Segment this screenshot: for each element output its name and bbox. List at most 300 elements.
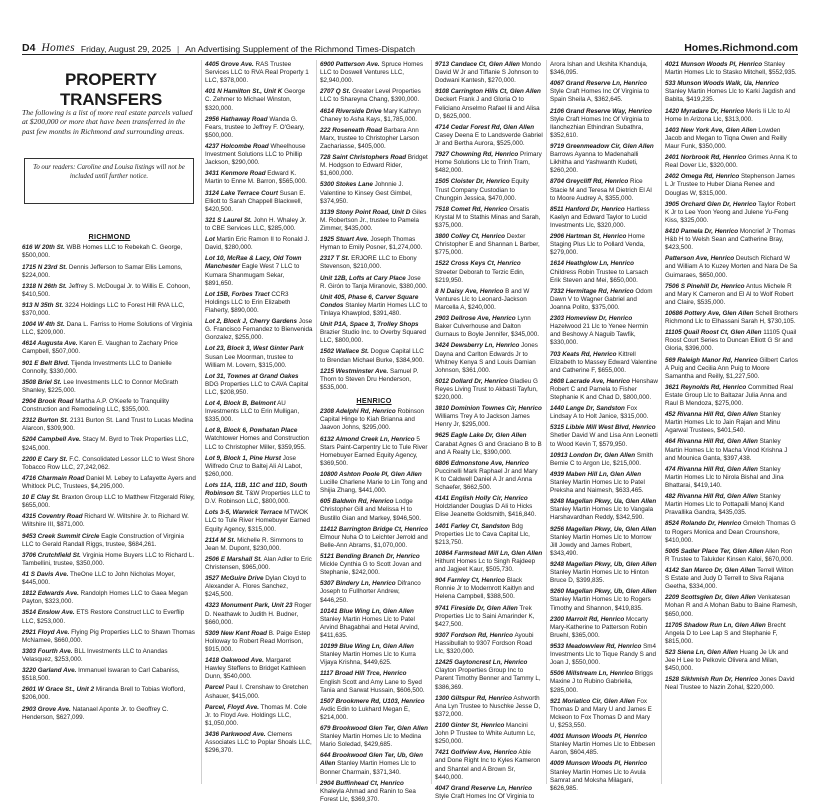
- record-details: Khaleyla Ahmad and Ranin to Sea Forest Llc, $369,370.: [320, 787, 416, 803]
- record-details: Kittrell Elizabeth to Massey Edward Valentine and Catherine F, $655,000.: [550, 350, 657, 374]
- record-address: 1440 Lange Dr, Sandston: [550, 405, 625, 413]
- record-details: T&W Properties LLC to D.V. Robinson LLC, $800,000.: [205, 490, 311, 506]
- record-address: Lot 15B, Forbes Tract: [205, 290, 270, 298]
- record-address: Parcel: [205, 684, 224, 692]
- record-address: 8524 Rolando Dr, Henrico: [665, 520, 742, 528]
- transfer-record: [320, 725, 428, 749]
- record-details: Spruce Homes LLC to Doswell Ventures LLC, $2,940,000.: [320, 61, 424, 85]
- record-address: 9248 Magellan Pkwy, Ua, Glen Allen: [550, 498, 657, 506]
- record-details: Edward K. Martin to Enne M. Barron, $565,000.: [205, 170, 307, 186]
- record-details: Bridget M. Hodgson to Edward Rider, $1,600,000.: [320, 154, 428, 178]
- record-address: 10199 Blue Wing Ln, Glen Allen: [320, 643, 414, 651]
- record-details: Gilbert Carlos A Puig and Cecilia Ann Puig to Moore Samantha and Reilly, $1,227,500.: [665, 356, 798, 380]
- transfer-record: [205, 427, 313, 451]
- record-address: 5315 Libbie Mill West Blvd, Henrico: [550, 424, 656, 432]
- record-address: 2904 Buffinhead Ct, Henrico: [320, 779, 404, 787]
- record-address: 3527 McGuire Drive: [205, 575, 264, 583]
- record-details: Lodge Christopher Gill and Melissa H to Bustillo Gian and Markey, $946,500.: [320, 498, 422, 522]
- record-address: 4614 Augusta Ave.: [22, 340, 78, 348]
- record-details: Difranco Joseph to Fullhorter Andrew, $446,250.: [320, 580, 421, 604]
- record-address: 2100 Ginter St, Henrico: [435, 721, 505, 729]
- record-details: Deckert Frank J and Gloria O to Feliciano Anselmo Rafael Iii and Alisa D, $625,000.: [435, 96, 540, 120]
- supplement-label: An Advertising Supplement of the Richmond Times-Dispatch: [185, 44, 416, 54]
- record-details: Stanley Martin Homes Llc to Jain Rajan and Minu Agarwal Trustees, $401,540.: [665, 411, 781, 435]
- transfer-record: [22, 283, 197, 299]
- record-address: 3514 Enslow Ave.: [22, 609, 75, 617]
- transfer-record: [22, 609, 197, 625]
- record-details: Deutsch Richard W and William A to Kuzey Morten and Nara De Sa Guimaraes, $650,000.: [665, 255, 798, 279]
- transfer-record: [320, 154, 428, 178]
- transfer-record: [320, 471, 428, 495]
- record-details: George C. Zehmer to Michael Winston, $320,000.: [205, 88, 306, 112]
- record-details: Alan Adler to Eric Christensen, $965,000.: [205, 555, 312, 572]
- transfer-record: [550, 452, 658, 468]
- record-address: Lot 31, Townes at Grand Oakes: [205, 372, 299, 380]
- record-details: Able and Done Right Inc to Kyles Kameron and Shantel and A Brown Sr, $440,000.: [435, 749, 541, 781]
- record-details: Barrows Ayanna to Madenahalli Likhitha and Yashwanth Kudeti, $260,200.: [550, 151, 639, 175]
- record-details: Stanley Martin Homes Llc to Medina Mario Soledad, $429,685.: [320, 733, 422, 749]
- record-details: Childress Robin Trustee to Larsach Erik Steven and Mei, $650,000.: [550, 268, 649, 284]
- record-details: Robinson Capital Hinge to Kiah Brianna and Jaavon Johns, $295,000.: [320, 408, 425, 432]
- transfer-record: [435, 288, 543, 312]
- record-address: 3431 Kenmore Road: [205, 170, 266, 178]
- record-details: Joseph Thomas Hyman to Emily Posner, $1,274,000.: [320, 236, 423, 252]
- record-details: Stephenson James L Jr Trustee to Huber Diana Renee and Douglas W, $315,000.: [665, 173, 795, 197]
- record-details: Susan Lee Moorman, trustee to William M. Lovern, $315,000.: [205, 353, 294, 369]
- transfer-record: [435, 124, 543, 148]
- transfer-record: [205, 537, 313, 553]
- record-details: Williams Trey A to Jackson James Henry Jr, $295,000.: [435, 413, 530, 429]
- transfer-record: [205, 657, 313, 681]
- transfer-record: [550, 143, 658, 175]
- record-details: BDG Properties LLC to CAVA Capital LLC, $208,950.: [205, 380, 309, 396]
- record-details: Gmelch Thomas G to Rogers Monica and Dean Crounshore, $410,000.: [665, 520, 796, 544]
- record-address: 4067 Grand Reserve Ln, Henrico: [550, 80, 647, 88]
- record-address: 10913 London Dr, Glen Allen: [550, 451, 636, 459]
- record-address: 6900 Patterson Ave.: [320, 61, 380, 68]
- record-address: 3436 Parkwood Ave.: [205, 730, 266, 738]
- record-details: Samuel P. Thorn to Steven Dru Henderson, $535,000.: [320, 367, 419, 391]
- record-address: 10686 Pottery Ave, Glen Allen: [665, 309, 754, 317]
- record-address: 3621 Reynolds Rd, Henrico: [665, 383, 747, 391]
- column-5: [550, 61, 658, 792]
- record-address: 4047 Grand Reserve Ln, Henrico: [435, 784, 532, 792]
- record-details: Giles M. Robertson Jr., trustee to Pamela Zimmer, $435,000.: [320, 208, 427, 232]
- transfer-record: [550, 616, 658, 640]
- record-details: Lee Investments LLC to Connor McGrath Shanley, $225,000.: [22, 378, 179, 394]
- transfer-record: [320, 348, 428, 364]
- record-address: Lot 4, Block B, Belmont: [205, 400, 276, 408]
- record-address: 2303 Homeview Dr, Henrico: [550, 315, 633, 323]
- record-address: 1507 Brookmere Rd, U103, Henrico: [320, 697, 425, 705]
- record-address: 4323 Monument Park, Unit 23: [205, 602, 293, 610]
- record-address: 3303 Fourth Ave.: [22, 647, 73, 655]
- record-details: Natanael Aponte Jr. to Geoffrey C. Henderson, $627,099.: [22, 705, 169, 721]
- record-details: Stanley Martin Homes LLC to Tinlaya Khawplod, $391,480.: [320, 301, 428, 317]
- transfer-record: [320, 236, 428, 252]
- record-details: Stanley Martin Homes Llc to Nirola Bishal and Jina Bhattarai, $419,140.: [665, 465, 784, 490]
- county-heading-henrico: HENRICO: [356, 395, 392, 405]
- transfer-record: [550, 61, 658, 77]
- transfer-record: [22, 686, 197, 702]
- transfer-record: [205, 630, 313, 654]
- record-address: 2114 M St.: [205, 536, 236, 544]
- record-address: 644 Brookwood Glen Ter, Ub, Glen Allen: [320, 752, 423, 768]
- record-details: CCR3 Holdings LLC to Erin Elizabeth Flaherty, $890,000.: [205, 290, 291, 314]
- record-address: 9248 Magellan Pkwy, Ub, Glen Allen: [550, 561, 657, 569]
- transfer-record: [665, 329, 798, 353]
- transfer-record: [22, 629, 197, 645]
- record-details: 5 Stars Paint-Carpentry Llc to Tule River Homebuyer Earned Equity Agency, $369,500.: [320, 435, 428, 467]
- record-address: 1418 Oakwood Ave.: [205, 657, 264, 665]
- record-address: 9625 Eagle Lake Dr, Glen Allen: [435, 432, 527, 440]
- record-details: Arora Ishan and Ukshita Khanduja, $346,095.: [550, 61, 648, 77]
- record-address: 4001 Munson Woods Pl, Henrico: [550, 733, 648, 741]
- record-details: Committed Real Estate Group Llc to Baltazar Julia Anna and Raul B Mendoza, $275,000.: [665, 383, 794, 408]
- transfer-record: [550, 471, 658, 495]
- record-details: Bdg Properties Llc to Cava Capital Llc, $213,750.: [435, 522, 530, 546]
- record-details: Stanley Martin Homes Llc to Karki Jagdish and Babita, $419,235.: [665, 88, 796, 104]
- transfer-record: [435, 342, 543, 374]
- record-address: Unit 12B, Lofts at Cary Place: [320, 274, 406, 282]
- transfer-record: [320, 436, 428, 468]
- record-address: 2903 Grove Ave.: [22, 705, 71, 713]
- page-number: D4: [22, 42, 36, 54]
- transfer-record: [435, 550, 543, 574]
- record-details: Lucille Charlene Marie to Lin Tong and Shijia Zhang, $441,000.: [320, 479, 428, 495]
- transfer-record: [550, 378, 658, 402]
- record-details: Mary Kathryn Chaney to Asha Kays, $1,785,000.: [320, 107, 421, 123]
- transfer-record: [665, 466, 798, 490]
- record-details: Immanuel Iswaran to Carl Cabaniss, $518,500.: [22, 667, 180, 683]
- record-address: Lots 11A, 11B, 11C and 11D, South Robinson St.: [205, 482, 308, 498]
- transfer-record: [435, 206, 543, 230]
- record-details: John H. Whaley Jr. to CBE Services LLC, $285,000.: [205, 216, 307, 232]
- transfer-record: [320, 127, 428, 151]
- record-address: 2308 Adelphi Rd, Henrico: [320, 408, 396, 416]
- issue-date: Friday, August 29, 2025: [80, 44, 172, 54]
- transfer-record: [665, 438, 798, 462]
- transfer-record: [320, 780, 428, 804]
- transfer-record: [435, 315, 543, 339]
- record-address: 533 Munson Woods Walk, Ua, Henrico: [665, 80, 779, 88]
- record-details: Clayton Properties Group Inc to Parent Timothy Benner and Tammy L, $386,369.: [435, 667, 541, 691]
- record-details: Randolph Homes LLC to Gaea Megan Payton, $323,000.: [22, 590, 188, 606]
- transfer-record: [320, 61, 428, 85]
- site-url[interactable]: Homes.Richmond.com: [684, 42, 798, 54]
- record-details: Mickle Cynthia G to Scott Jovan and Stephanie, $242,000.: [320, 561, 422, 577]
- record-details: Home Staging Plus Llc to Pollard Venda, $279,000.: [550, 233, 645, 257]
- record-address: 3905 Orchard Glen Dr, Henrico: [665, 200, 757, 208]
- transfer-record: [205, 400, 313, 424]
- record-details: F.C. Consolidated Lessor LLC to West Shore Tobacco Row LLC, 27,242,062.: [22, 455, 195, 471]
- transfer-record: [205, 143, 313, 167]
- record-address: 321 S Laurel St.: [205, 216, 252, 224]
- record-address: 728 Saint Christophers Road: [320, 154, 407, 162]
- record-details: Martha A.P. O'Keefe to Tranquility Construction and Remodeling LLC, $355,000.: [22, 398, 170, 414]
- transfer-record: [22, 456, 197, 472]
- transfer-record: [435, 178, 543, 202]
- transfer-record: [320, 553, 428, 577]
- record-address: 4939 Maben Hill Ln, Glen Allen: [550, 470, 642, 478]
- transfer-record: [665, 520, 798, 544]
- record-address: 5121 Bending Branch Dr, Henrico: [320, 552, 420, 560]
- transfer-record: [205, 575, 313, 599]
- record-address: 9741 Fireside Dr, Glen Allen: [435, 604, 518, 612]
- record-details: B and W Ventures Llc to Leonard-Jackson Marcella A, $240,000.: [435, 287, 530, 311]
- transfer-record: [22, 533, 197, 549]
- transfer-record: [205, 190, 313, 214]
- record-details: B. Paige Estep Holloway to Robert Read Morrison, $915,000.: [205, 629, 311, 653]
- record-details: Stanley Martin Homes Llc to Avula Samrat and Moksha Milagani, $626,985.: [550, 768, 646, 792]
- record-address: 452 Rivanna Hill Rd, Glen Allen: [665, 411, 758, 419]
- record-address: Lot 23, Block 3, West Ginter Park: [205, 345, 304, 353]
- transfer-record: [665, 384, 798, 408]
- record-details: Stanley Martin Homes Llc to Macha Vinod Krishna J and Mounica Ganta, $397,438.: [665, 438, 788, 462]
- record-address: 5005 Sadler Place Ter, Glen Allen: [665, 547, 764, 555]
- transfer-record: [205, 373, 313, 397]
- record-address: 1925 Stuart Ave.: [320, 236, 369, 244]
- transfer-record: [435, 785, 543, 801]
- record-details: Richard W. Wiltshire Jr. to Richard W. Wiltshire III, $871,000.: [22, 513, 189, 529]
- transfer-record: [665, 310, 798, 326]
- record-address: 2601 W Grace St., Unit 2: [22, 686, 95, 694]
- record-details: Holdzlander Douglas D Ali to Hicks Elise Jeanette Goldsmith, $416,840.: [435, 503, 537, 519]
- transfer-record: [320, 526, 428, 550]
- record-details: Shetler David W and Lisa Ann Leonetti to Wood Kevin T, $579,950.: [550, 432, 658, 448]
- record-details: Trek Properties Llc to Saini Amarinder K, $427,500.: [435, 604, 535, 628]
- record-details: Hithunt Homes Lc to Singh Rajdeep and Jagjeet Kaur, $505,730.: [435, 558, 536, 574]
- record-details: Sm4 Investments Llc to Tique Randy S and Joan J, $550,000.: [550, 643, 657, 667]
- record-details: Michelle R. Simmons to Jean M. Dupont, $230,000.: [205, 536, 304, 552]
- transfer-record: [320, 181, 428, 205]
- record-details: English Scott and Amy Lane to Syed Tania and Sarwat Hussain, $606,500.: [320, 678, 425, 694]
- record-address: 7927 Chowning Rd, Henrico: [435, 151, 519, 159]
- transfer-record: [435, 233, 543, 257]
- transfer-record: [665, 594, 798, 618]
- column-6: [665, 61, 798, 783]
- record-details: Style Craft Homes Inc Of Virginia to Ilanchezhian Ethindran Subathra, $352,610.: [550, 115, 650, 139]
- record-details: Allen Ron R Trustee to Talukder Kinsen Kaloi, $670,000.: [665, 547, 794, 563]
- record-address: 6132 Almond Creek Ln, Henrico: [320, 435, 415, 443]
- transfer-record: [320, 580, 428, 604]
- record-address: 2209 Scottsglen Dr, Glen Allen: [665, 594, 756, 602]
- record-address: 2903 Dellrose Ave, Henrico: [435, 315, 516, 323]
- record-address: Lots 3-5, Warwick Terrace: [205, 509, 283, 517]
- record-address: 2608 Lacrade Ave, Henrico: [550, 377, 630, 385]
- transfer-record: [435, 523, 543, 547]
- transfer-record: [320, 408, 428, 432]
- record-address: 4405 Grove Ave.: [205, 61, 254, 68]
- transfer-record: [435, 632, 543, 656]
- transfer-record: [665, 357, 798, 381]
- transfer-record: [22, 398, 197, 414]
- transfer-record: [320, 294, 428, 318]
- record-details: Ashworth Ana Lyn Trustee to Nuschke Jesse D, $372,000.: [435, 694, 541, 718]
- record-address: 2906 Hartman St, Henrico: [550, 233, 627, 241]
- record-address: 401 N Hamilton St., Unit K: [205, 88, 283, 96]
- record-details: Henshaw Robert C and Pamela to Fisher Stephanie K and Chad D, $800,000.: [550, 377, 658, 402]
- transfer-record: [550, 178, 658, 202]
- transfer-record: [205, 217, 313, 233]
- transfer-record: [320, 670, 428, 694]
- record-details: Stanley Martin Homes Llc to Rogers Timothy and Shannon, $419,835.: [550, 596, 651, 612]
- record-details: Terrell Wilton S Estate and Judy D Terrell to Siva Rajana Geetha, $334,000.: [665, 567, 794, 591]
- record-details: Braxton Group LLC to Matthew Fitzgerald Riley, $655,000.: [22, 494, 195, 510]
- record-details: 11105 Quail Roost Court Series to Duncan Elliott G Sr and Gloria, $396,000.: [665, 329, 797, 353]
- record-details: Avdic Edin to Lukhard Megan E, $214,000.: [320, 705, 410, 721]
- transfer-record: [550, 315, 658, 347]
- transfer-record: [435, 61, 543, 85]
- record-details: Fox Lindsay A to Holt Janice, $315,000.: [550, 405, 649, 421]
- transfer-record: [435, 260, 543, 284]
- record-details: Hazelwood 21 Llc to Yenee Nermin and Beshowy A Naguib Tawfik, $330,000.: [550, 323, 649, 347]
- record-details: Carabat Agnes G and Graciano B to B and A Realty Llc, $390,000.: [435, 440, 542, 456]
- intro-text: The following is a list of more real estate parcels valued at $200,000 or more that have been transferred in the past few months in Richmond and surrounding areas.: [22, 108, 193, 136]
- record-address: 605 Baldwin Rd, Henrico: [320, 498, 394, 506]
- transfer-record: [22, 321, 197, 337]
- record-address: 2401 Norbrook Rd, Henrico: [665, 154, 747, 162]
- transfer-record: [320, 209, 428, 233]
- record-details: Hartless Kaelyn and Edward Taylor to Lucid Investments Llc, $320,000.: [550, 205, 650, 229]
- record-address: 7421 Golfview Ave, Henrico: [435, 749, 518, 757]
- column-rule: [546, 60, 547, 784]
- record-address: 4716 Charmain Road: [22, 474, 85, 482]
- record-address: 4021 Munson Woods Pl, Henrico: [665, 61, 763, 68]
- column-4: [435, 61, 543, 800]
- transfer-record: [665, 61, 798, 77]
- record-details: Venkatesan Mohan R and A Mohan Babu to Baine Ramesh, $650,000.: [665, 594, 798, 618]
- transfer-record: [22, 552, 197, 568]
- transfer-record: [205, 602, 313, 626]
- record-details: Barbara Ann Marx, trustee to Christopher Larson Zachariasse, $405,000.: [320, 126, 420, 150]
- record-address: Lot 10, McRae & Lacy, Old Town Manchester: [205, 255, 302, 271]
- record-address: 616 W 20th St.: [22, 244, 65, 252]
- record-details: Primary Home Solutions Llc to Trinh Tram, $482,000.: [435, 151, 542, 175]
- transfer-record: [665, 127, 798, 151]
- record-details: Brazier Studio Inc. to Overby Squared LLC, $800,000.: [320, 329, 427, 345]
- record-address: 3706 Crutchfield St.: [22, 551, 81, 559]
- transfer-record: [205, 509, 313, 533]
- transfer-record: [22, 302, 197, 318]
- transfer-record: [550, 424, 658, 448]
- transfer-record: [665, 108, 798, 124]
- homes-logo: Homes: [41, 42, 75, 54]
- transfer-record: [665, 649, 798, 673]
- record-address: 2312 Burton St.: [22, 417, 69, 425]
- record-address: 1004 W 4th St.: [22, 321, 65, 329]
- record-details: Fox Thomas D and Mary U and James E Mckeon to Fox Thomas D and Mary U, $253,550.: [550, 697, 652, 729]
- transfer-record: [22, 706, 197, 722]
- transfer-record: [22, 436, 197, 452]
- record-address: 4237 Holcombe Road: [205, 142, 269, 150]
- record-address: 7506 S Pinehill Dr, Henrico: [665, 282, 745, 290]
- page-title: PROPERTY TRANSFERS: [59, 70, 163, 109]
- column-rule: [661, 60, 662, 784]
- transfer-record: [205, 704, 313, 728]
- column-2: [205, 61, 313, 783]
- record-address: 6806 Edmonstone Ave, Henrico: [435, 459, 529, 467]
- record-address: 2402 Omega Rd, Henrico: [665, 173, 740, 181]
- transfer-record: [205, 170, 313, 186]
- transfer-record: [205, 116, 313, 140]
- transfer-record: [320, 108, 428, 124]
- record-details: Jones Dayna and Carlton Edwards Jr to Whitney Kenya S and Louis Damian Johnson, $361,000.: [435, 342, 538, 374]
- record-address: 1528 Sikhmish Run Dr, Henrico: [665, 676, 759, 684]
- record-address: 1215 Westminster Ave.: [320, 367, 389, 375]
- record-address: 8704 Greycliff Rd, Henrico: [550, 178, 629, 186]
- record-address: 1401 Farley Ct, Sandston: [435, 522, 510, 530]
- transfer-record: [550, 561, 658, 585]
- record-details: Rice Stacie M and Teresa M Dietrich El Al to Moore Audrey A, $355,000.: [550, 178, 652, 202]
- record-details: Briggs Maxine J to Rubino Gabriella, $285,000.: [550, 670, 653, 694]
- transfer-record: [550, 405, 658, 421]
- transfer-record: [665, 493, 798, 517]
- record-address: 2707 Q St.: [320, 88, 351, 96]
- transfer-record: [22, 379, 197, 395]
- record-address: Unit 405, Phase 6, Carver Square Condos: [320, 293, 419, 309]
- record-details: Wanda G. Fears, trustee to Jeffrey F. O'Geary, $500,000.: [205, 115, 305, 139]
- record-address: 3124 Lake Terrace Court: [205, 189, 278, 197]
- record-details: Style Craft Homes Inc Of Virginia to Spain Sheila A, $362,645.: [550, 88, 650, 104]
- record-address: 1505 Cloister Dr, Henrico: [435, 178, 510, 186]
- record-details: Johnnie J. Valentine to Kinsey Gest Gimbel, $374,950.: [320, 181, 412, 205]
- record-details: Mccarty Mary-Katherine to Patterson Robin Bruehl, $365,000.: [550, 615, 648, 639]
- record-details: Greater Level Properties LLC to Shareyna Chang, $390,000.: [320, 88, 421, 104]
- record-address: 9719 Greenmeadow Cir, Glen Allen: [550, 142, 654, 150]
- record-address: 12425 Gaytoncrest Ln, Henrico: [435, 659, 528, 667]
- record-details: Stanley Martin Homes Llc to Bonner Charmain, $371,340.: [320, 760, 416, 776]
- transfer-record: [320, 275, 428, 291]
- record-details: BLL Investments LLC to Anandas Velasquez, $253,000.: [22, 647, 168, 663]
- transfer-record: [550, 733, 658, 757]
- transfer-record: [665, 173, 798, 197]
- record-details: Stanley Martin Homes Llc to Stasko Mitchell, $552,935.: [665, 61, 797, 77]
- record-address: 3508 Briel St.: [22, 378, 62, 386]
- record-details: Dana L. Farriss to Home Solutions of Virginia LLC, $209,000.: [22, 321, 193, 337]
- transfer-record: [435, 749, 543, 781]
- record-address: Lot 2, Block J, Cherry Gardens: [205, 318, 298, 326]
- record-details: Dexter Christopher E and Shannan L Barber, $775,000.: [435, 233, 540, 257]
- transfer-record: [665, 255, 798, 279]
- record-details: 3224 Holdings LLC to Forest Hill RVA LLC, $370,000.: [22, 301, 185, 318]
- record-details: Karen E. Vaughan to Zachary Price Campbell, $507,000.: [22, 340, 178, 356]
- record-details: Stanley Martin Homes Llc to Vangala Harshavardhan Reddy, $342,590.: [550, 506, 654, 522]
- record-address: 8 N Daisy Ave, Henrico: [435, 287, 504, 295]
- record-address: 3424 Dewsberry Ln, Henrico: [435, 342, 520, 350]
- record-address: 11105 Quail Roost Ct, Glen Allen: [665, 329, 762, 337]
- record-address: 2506 E Marshall St.: [205, 555, 263, 563]
- record-details: Elmour Nuha O to Leichter Jerrold and Belle-Ann Abrams, $1,070,000.: [320, 533, 428, 549]
- record-address: 9533 Meadowview Rd, Henrico: [550, 643, 642, 650]
- record-address: 2904 Brook Road: [22, 398, 74, 406]
- record-address: 2956 Hathaway Road: [205, 115, 268, 123]
- record-details: Schell Brothers Richmond Llc to Elhassani Sarah H, $730,105.: [665, 309, 798, 326]
- transfer-record: [22, 571, 197, 587]
- transfer-record: [550, 588, 658, 612]
- transfer-record: [22, 648, 197, 664]
- transfer-record: [320, 88, 428, 104]
- record-details: Stanley Martin Homes Llc to Patel Arvind Bhagabhai and Hetal Arvind, $411,635.: [320, 615, 420, 639]
- transfer-record: [550, 498, 658, 522]
- record-address: 474 Rivanna Hill Rd, Glen Allen: [665, 465, 758, 473]
- record-details: Stanley Martin Homes Llc to Pottapalli Manoj Kand Pravallika Gandra, $435,035.: [665, 493, 784, 517]
- record-details: Black Ronnie Jr to Modernrott Kaitlyn and Helena Campbell, $388,500.: [435, 577, 535, 601]
- record-details: Roger D. Neathawk to Judith H. Budner, $660,000.: [205, 602, 312, 626]
- transfer-record: [205, 455, 313, 479]
- record-address: 5309 New Kent Road: [205, 629, 267, 637]
- record-details: Ayoubi Hassibullah to 9307 Fordson Road Llc, $320,000.: [435, 631, 534, 656]
